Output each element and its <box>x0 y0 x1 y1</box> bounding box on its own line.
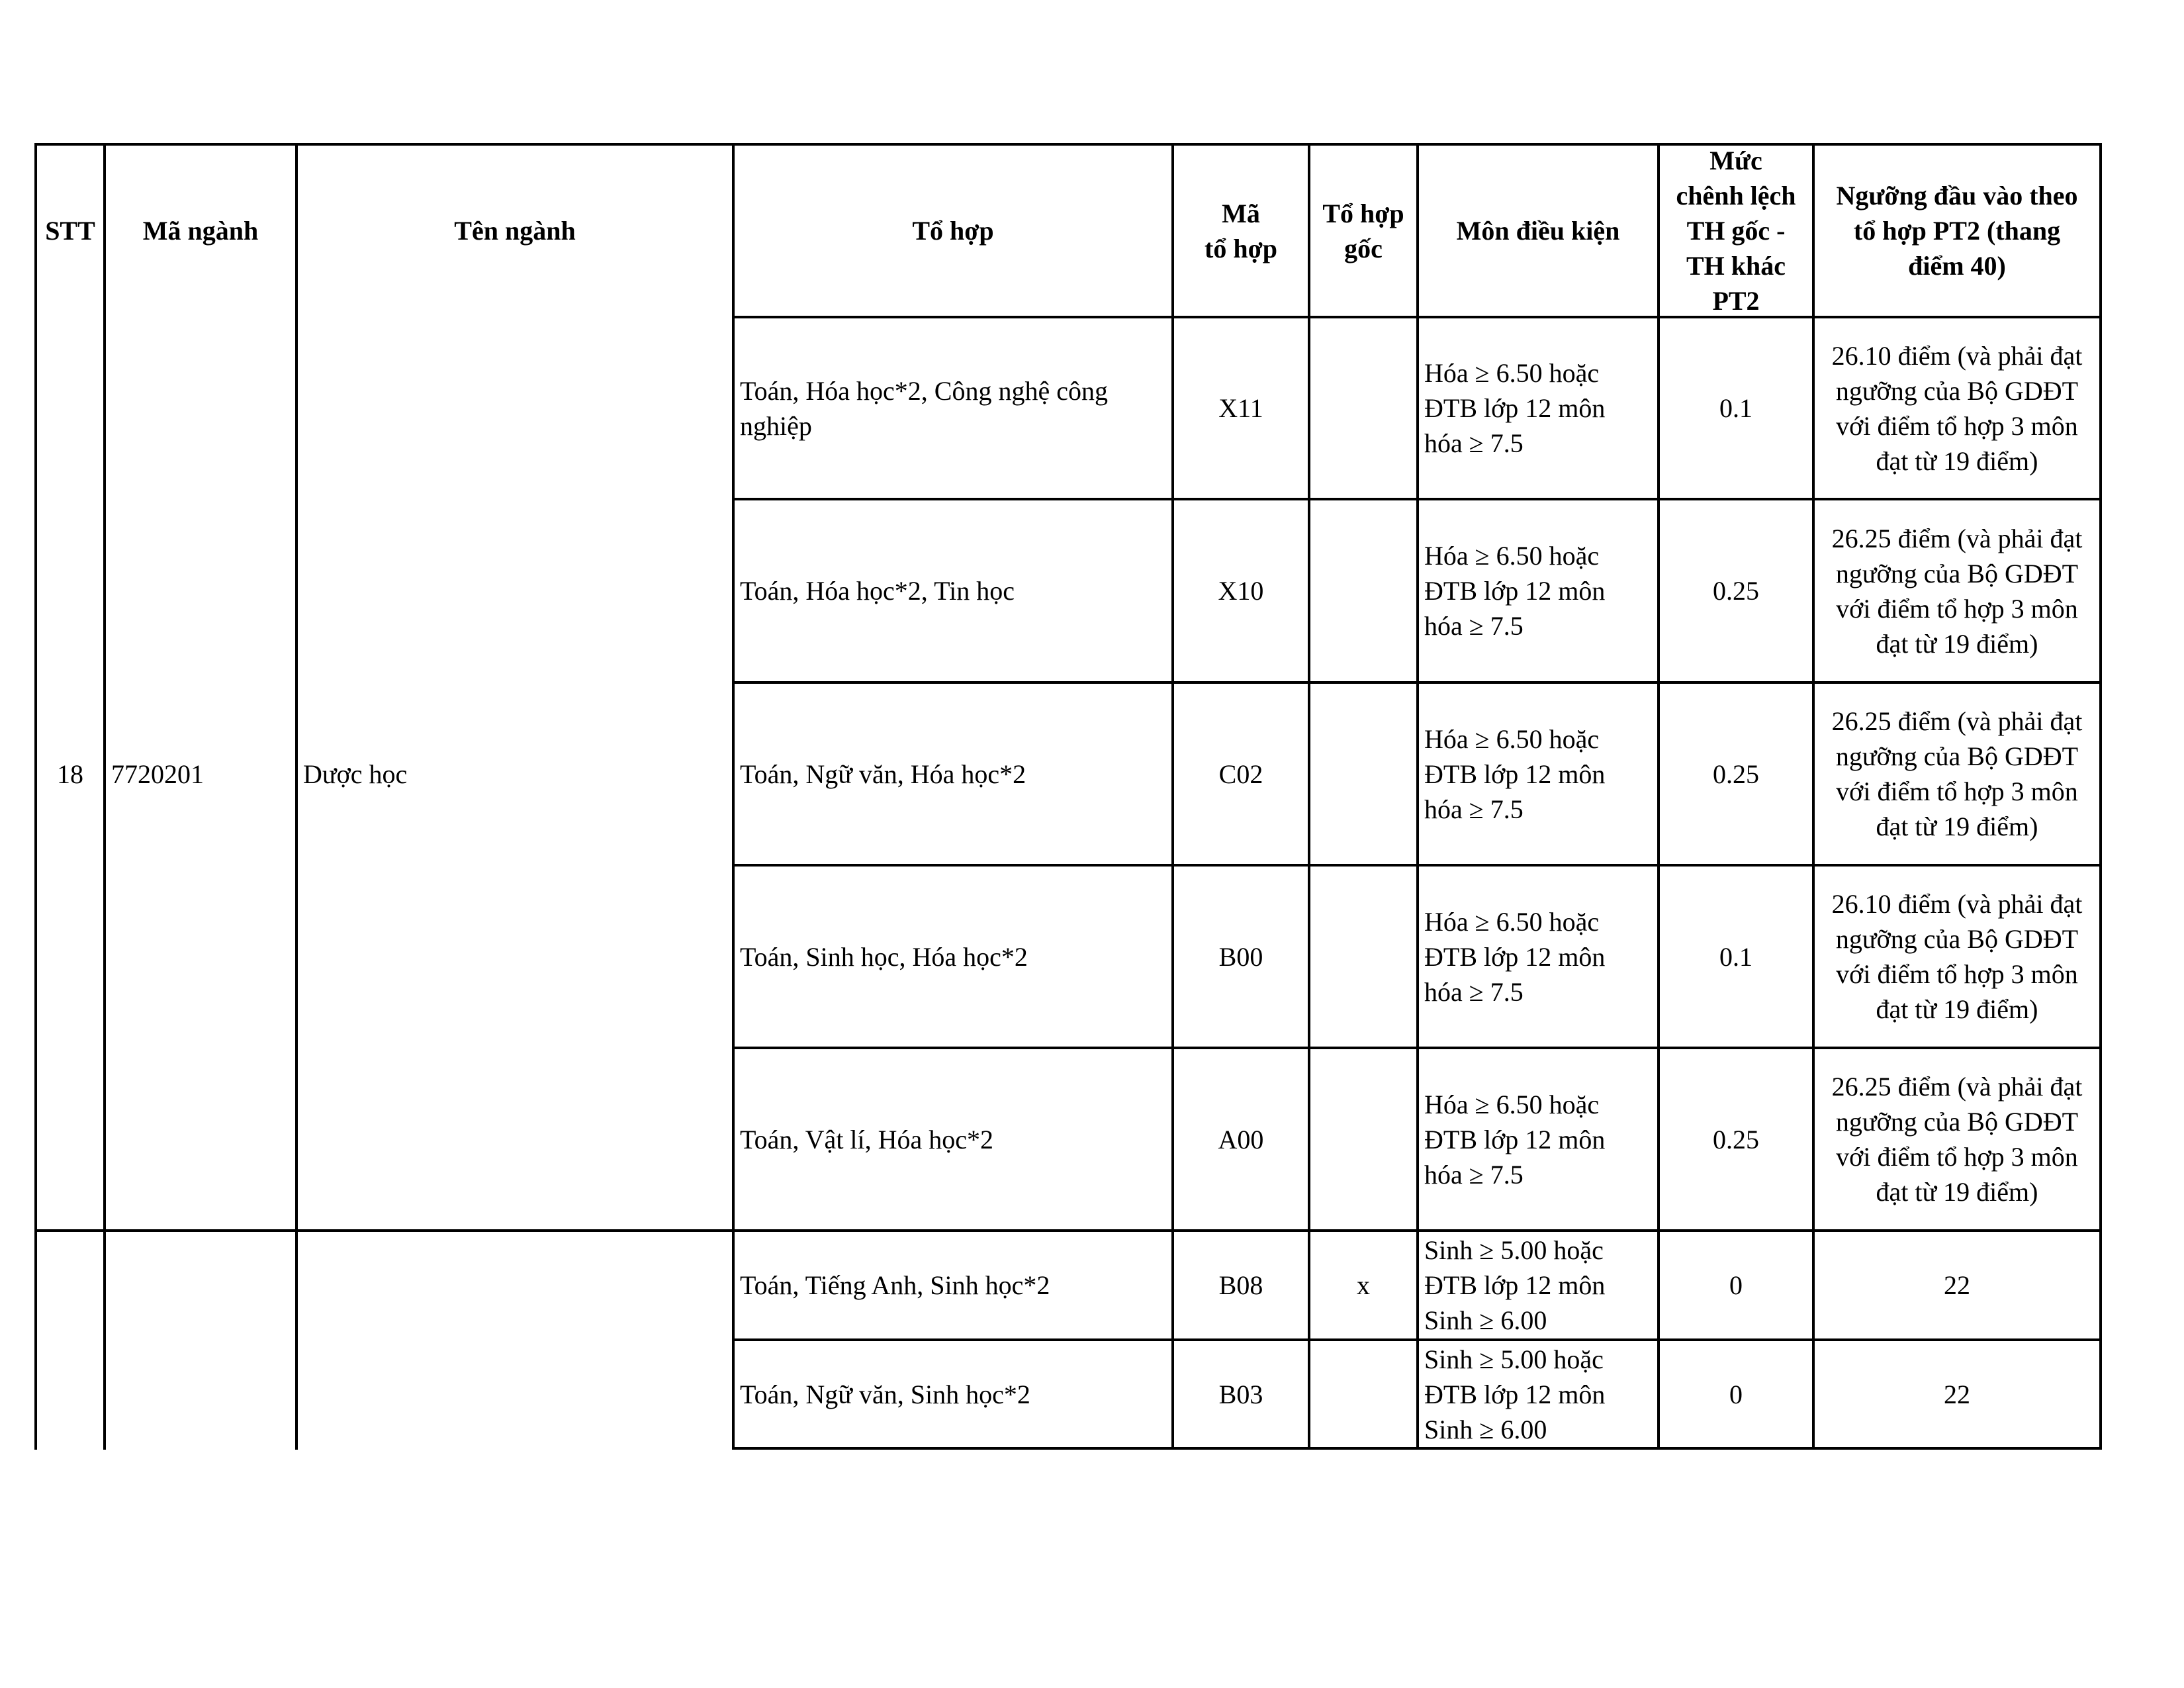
header-ma-to-hop: Mã tổ hợp <box>1205 198 1277 263</box>
mon-dieu-kien-cell: Hóa ≥ 6.50 hoặc ĐTB lớp 12 môn hóa ≥ 7.5 <box>1424 541 1606 641</box>
ma-to-hop-cell: A00 <box>1218 1124 1264 1154</box>
nguong-cell: 22 <box>1944 1270 1970 1300</box>
header-ma-nganh: Mã ngành <box>142 216 259 246</box>
to-hop-goc-cell <box>1310 867 1416 1047</box>
header-to-hop: Tổ hợp <box>912 216 994 246</box>
to-hop-cell: Toán, Ngữ văn, Sinh học*2 <box>740 1379 1030 1409</box>
chenh-lech-cell: 0.25 <box>1713 576 1759 606</box>
to-hop-goc-cell: x <box>1357 1270 1370 1300</box>
ma-to-hop-cell: X10 <box>1218 576 1264 606</box>
to-hop-cell: Toán, Hóa học*2, Công nghệ công nghiệp <box>740 375 1108 441</box>
header-nguong-dau-vao: Ngưỡng đầu vào theo tổ hợp PT2 (thang điểm 40) <box>1836 181 2078 281</box>
nguong-cell: 26.25 điểm (và phải đạt ngưỡng của Bộ GDĐT với điểm tổ hợp 3 môn đạt từ 19 điểm) <box>1831 523 2083 659</box>
to-hop-cell: Toán, Tiếng Anh, Sinh học*2 <box>740 1270 1050 1300</box>
chenh-lech-cell: 0 <box>1729 1379 1743 1409</box>
chenh-lech-cell: 0.25 <box>1713 759 1759 789</box>
to-hop-goc-cell <box>1310 1049 1416 1229</box>
nguong-cell: 26.10 điểm (và phải đạt ngưỡng của Bộ GDĐT với điểm tổ hợp 3 môn đạt từ 19 điểm) <box>1831 340 2083 476</box>
to-hop-goc-cell <box>1310 318 1416 498</box>
to-hop-cell: Toán, Sinh học, Hóa học*2 <box>740 941 1028 972</box>
mon-dieu-kien-cell: Hóa ≥ 6.50 hoặc ĐTB lớp 12 môn hóa ≥ 7.5 <box>1424 358 1606 458</box>
nguong-cell: 26.10 điểm (và phải đạt ngưỡng của Bộ GDĐT với điểm tổ hợp 3 môn đạt từ 19 điểm) <box>1831 889 2083 1024</box>
ten-nganh-cell: Dược học <box>303 759 408 789</box>
header-ten-nganh: Tên ngành <box>454 216 576 246</box>
mon-dieu-kien-cell: Hóa ≥ 6.50 hoặc ĐTB lớp 12 môn hóa ≥ 7.5 <box>1424 1089 1606 1190</box>
chenh-lech-cell: 0.1 <box>1719 941 1752 972</box>
ma-to-hop-cell: B08 <box>1218 1270 1263 1300</box>
to-hop-goc-cell <box>1310 684 1416 864</box>
mon-dieu-kien-cell: Sinh ≥ 5.00 hoặc ĐTB lớp 12 môn Sinh ≥ 6.00 <box>1424 1235 1606 1335</box>
nguong-cell: 26.25 điểm (và phải đạt ngưỡng của Bộ GDĐT với điểm tổ hợp 3 môn đạt từ 19 điểm) <box>1831 1072 2083 1207</box>
ma-to-hop-cell: C02 <box>1218 759 1263 789</box>
chenh-lech-cell: 0 <box>1729 1270 1743 1300</box>
table-border-right <box>2099 143 2102 1450</box>
to-hop-goc-cell <box>1310 500 1416 681</box>
header-mon-dieu-kien: Môn điều kiện <box>1456 216 1620 246</box>
ma-to-hop-cell: B00 <box>1218 941 1263 972</box>
header-stt: STT <box>45 216 95 246</box>
nguong-cell: 22 <box>1944 1379 1970 1409</box>
mon-dieu-kien-cell: Sinh ≥ 5.00 hoặc ĐTB lớp 12 môn Sinh ≥ 6.00 <box>1424 1344 1606 1444</box>
ma-to-hop-cell: X11 <box>1218 393 1263 423</box>
ma-nganh-cell: 7720201 <box>111 759 204 789</box>
mon-dieu-kien-cell: Hóa ≥ 6.50 hoặc ĐTB lớp 12 môn hóa ≥ 7.5 <box>1424 906 1606 1007</box>
to-hop-cell: Toán, Vật lí, Hóa học*2 <box>740 1124 994 1154</box>
chenh-lech-cell: 0.1 <box>1719 393 1752 423</box>
chenh-lech-cell: 0.25 <box>1713 1124 1759 1154</box>
header-to-hop-goc: Tổ hợp gốc <box>1322 198 1404 263</box>
to-hop-goc-cell <box>1310 1341 1416 1447</box>
to-hop-cell: Toán, Hóa học*2, Tin học <box>740 576 1015 606</box>
to-hop-cell: Toán, Ngữ văn, Hóa học*2 <box>740 759 1026 789</box>
mon-dieu-kien-cell: Hóa ≥ 6.50 hoặc ĐTB lớp 12 môn hóa ≥ 7.5 <box>1424 724 1606 824</box>
nguong-cell: 26.25 điểm (và phải đạt ngưỡng của Bộ GDĐT với điểm tổ hợp 3 môn đạt từ 19 điểm) <box>1831 706 2083 841</box>
ma-to-hop-cell: B03 <box>1218 1379 1263 1409</box>
stt-cell: 18 <box>57 759 83 789</box>
header-muc-chenh-lech: Mức chênh lệch TH gốc - TH khác PT2 <box>1676 146 1796 316</box>
